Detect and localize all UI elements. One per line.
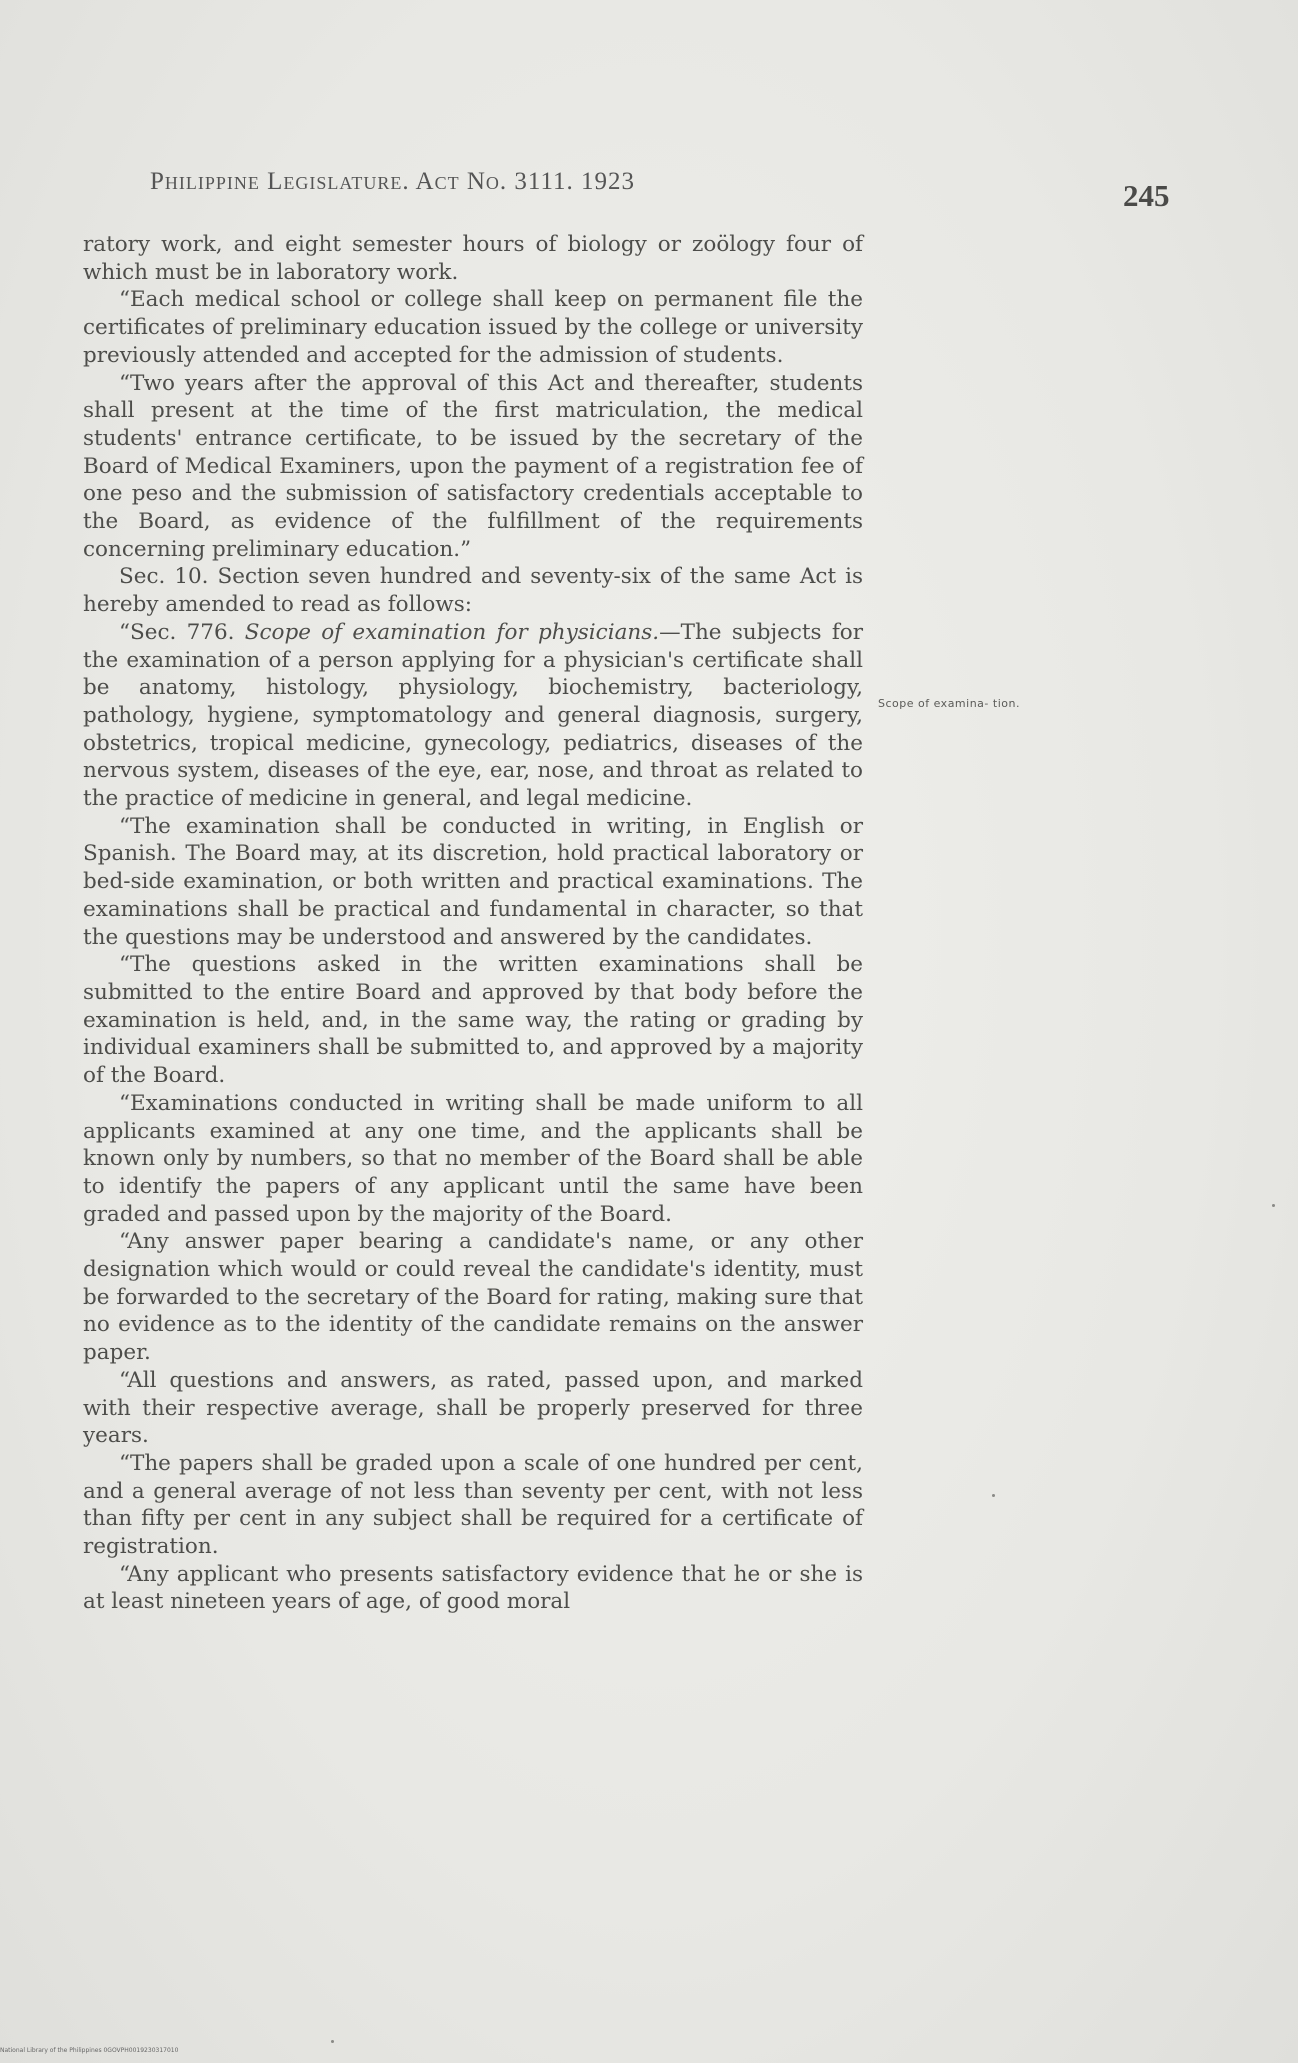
section-776-body: subjects for the examination of a person applying for a physician's certificate shall be anatomy, histology, physiology, biochemistry, bacteriology, pathology, hygiene, symptomatology and general diagnosis, surgery, obstetrics, tropical medicine, gynecology, pediatrics, diseases of the nervous system, diseases of the eye, ear, nose, and throat as related to the practice of medicine in general, and legal medicine. <box>83 619 864 812</box>
paragraph: “All questions and answers, as rated, passed upon, and marked with their respective average, shall be properly preserved for three years. <box>83 1367 863 1449</box>
paragraph: “Two years after the approval of this Act and thereafter, students shall present at the time of the first matriculation, the medical students' entrance certificate, to be issued by the secretary of the Board of Medical Examiners, upon the payment of a registration fee of one peso and the submission of satisfactory credentials acceptable to the Board, as evidence of the fulfillment of the requirements concerning preliminary education.” <box>83 370 863 562</box>
section-776-prefix: “Sec. 776. <box>119 619 245 645</box>
paragraph: “Each medical school or college shall keep on permanent file the certificates of preliminary education issued by the college or university previously attended and accepted for the admission of students. <box>83 287 863 368</box>
footer-credit: National Library of the Philippines 0GOVPH0019230317010 <box>0 2047 179 2054</box>
paragraph: “Any answer paper bearing a candidate's name, or any other designation which would or could reveal the candidate's identity, must be forwarded to the secretary of the Board for rating, making sure that no evidence as to the identity of the candidate remains on the answer paper. <box>83 1229 863 1366</box>
section-10-paragraph: Sec. 10. Section seven hundred and seventy-six of the same Act is hereby amended to read as follows: <box>83 564 863 618</box>
section-776-dash: —The <box>659 619 722 645</box>
paragraph-continuation: ratory work, and eight semester hours of biology or zoölogy four of which must be in laboratory work. <box>83 232 863 285</box>
margin-note: Scope of examina- tion. <box>878 697 1020 710</box>
section-776-title: Scope of examination for physicians. <box>244 619 660 645</box>
running-head-text: Philippine Legislature. Act No. 3111. 1923 <box>150 168 636 195</box>
paragraph: “The examination shall be conducted in writing, in English or Spanish. The Board may, at its discretion, hold practical laboratory or bed-side examination, or both written and practical examinations. The examinations shall be practical and fundamental in character, so that the questions may be understood and answered by the candidates. <box>83 813 863 950</box>
paper-speck <box>992 1494 995 1497</box>
paragraph-final: “Any applicant who presents satisfactory evidence that he or she is at least nineteen years of age, of good moral <box>83 1561 863 1615</box>
running-head <box>150 168 810 196</box>
paragraph: “Examinations conducted in writing shall be made uniform to all applicants examined at any one time, and the applicants shall be known only by numbers, so that no member of the Board shall be able to identify the papers of any applicant until the same have been graded and passed upon by the majority of the Board. <box>83 1090 863 1227</box>
paper-speck <box>331 2040 334 2043</box>
section-776-paragraph <box>83 619 863 813</box>
body-text <box>83 231 863 1616</box>
paragraph: “The papers shall be graded upon a scale of one hundred per cent, and a general average of not less than seventy per cent, with not less than fifty per cent in any subject shall be required for a certificate of registration. <box>83 1450 863 1560</box>
paragraph: “The questions asked in the written examinations shall be submitted to the entire Board and approved by that body before the examination is held, and, in the same way, the rating or grading by individual examiners shall be submitted to, and approved by a majority of the Board. <box>83 952 863 1089</box>
page-number: 245 <box>1123 178 1170 213</box>
paper-speck <box>1272 1204 1275 1207</box>
